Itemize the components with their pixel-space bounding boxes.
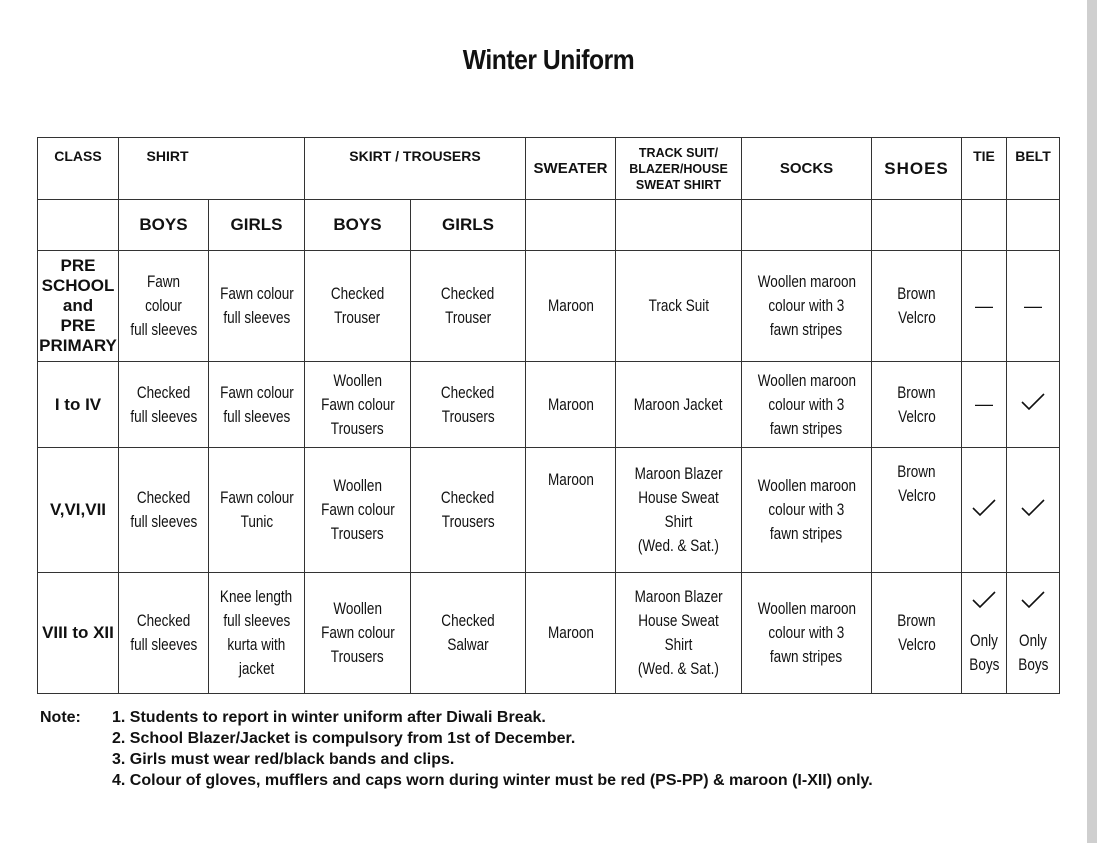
track-suit-cell: Maroon Blazer House Sweat Shirt (Wed. & Sat.) bbox=[616, 573, 742, 694]
shoes-cell: Brown Velcro bbox=[872, 251, 962, 362]
trousers-girls-cell: Checked Trouser bbox=[411, 251, 526, 362]
shoes-cell: Brown Velcro bbox=[872, 362, 962, 448]
note-item: 4. Colour of gloves, mufflers and caps worn during winter must be red (PS-PP) & maroon (I-XII) only. bbox=[112, 772, 873, 789]
socks-cell: Woollen maroon colour with 3 fawn stripes bbox=[742, 573, 872, 694]
note-label: Note: bbox=[40, 709, 81, 726]
socks-cell: Woollen maroon colour with 3 fawn stripes bbox=[742, 448, 872, 573]
class-cell: PRE SCHOOL and PRE PRIMARY bbox=[38, 251, 119, 362]
shirt-boys-cell: Checked full sleeves bbox=[119, 362, 209, 448]
note-item: 1. Students to report in winter uniform after Diwali Break. bbox=[112, 709, 546, 726]
dash: — bbox=[975, 295, 993, 316]
shirt-girls-cell: Fawn colour Tunic bbox=[209, 448, 305, 573]
checkmark-icon bbox=[1020, 392, 1046, 412]
shirt-girls-cell: Fawn colour full sleeves bbox=[209, 362, 305, 448]
shirt-girls-cell: Knee length full sleeves kurta with jacket bbox=[209, 573, 305, 694]
dash: — bbox=[975, 394, 993, 414]
dash: — bbox=[1024, 295, 1042, 316]
page-title: Winter Uniform bbox=[462, 44, 635, 75]
trousers-girls-cell: Checked Trousers bbox=[411, 362, 526, 448]
sweater-cell: Maroon bbox=[526, 573, 616, 694]
class-cell: VIII to XII bbox=[38, 573, 119, 694]
header-row bbox=[38, 138, 1060, 200]
belt-cell bbox=[1007, 362, 1060, 448]
header-shirt: SHIRT bbox=[119, 138, 305, 200]
sweater-cell: Maroon bbox=[526, 362, 616, 448]
header-socks: SOCKS bbox=[742, 138, 872, 200]
class-cell: I to IV bbox=[38, 362, 119, 448]
subheader-shirt-boys: BOYS bbox=[119, 200, 209, 251]
shoes-cell: Brown Velcro bbox=[872, 573, 962, 694]
subheader-trousers-girls: GIRLS bbox=[411, 200, 526, 251]
checkmark-icon bbox=[1020, 498, 1046, 518]
subheader-row bbox=[38, 200, 1060, 251]
note-item: 3. Girls must wear red/black bands and clips. bbox=[112, 751, 455, 768]
trousers-girls-cell: Checked Salwar bbox=[411, 573, 526, 694]
sweater-cell: Maroon bbox=[526, 448, 616, 573]
subheader-trousers-boys: BOYS bbox=[305, 200, 411, 251]
sweater-cell: Maroon bbox=[526, 251, 616, 362]
trousers-boys-cell: Woollen Fawn colour Trousers bbox=[305, 573, 411, 694]
checkmark-icon bbox=[971, 590, 997, 610]
header-tie: TIE bbox=[962, 138, 1007, 200]
header-skirt-trousers: SKIRT / TROUSERS bbox=[305, 138, 526, 200]
subheader-shirt-girls: GIRLS bbox=[209, 200, 305, 251]
shirt-boys-cell: Checked full sleeves bbox=[119, 573, 209, 694]
checkmark-icon bbox=[1020, 590, 1046, 610]
header-track-suit: TRACK SUIT/ BLAZER/HOUSE SWEAT SHIRT bbox=[616, 138, 742, 200]
note-item: 2. School Blazer/Jacket is compulsory from 1st of December. bbox=[112, 730, 576, 747]
belt-cell: Only Boys bbox=[1007, 573, 1060, 694]
socks-cell: Woollen maroon colour with 3 fawn stripes bbox=[742, 362, 872, 448]
table-row bbox=[38, 362, 1060, 448]
header-shoes: SHOES bbox=[872, 138, 962, 200]
class-cell: V,VI,VII bbox=[38, 448, 119, 573]
header-class: CLASS bbox=[38, 138, 119, 200]
tie-cell bbox=[962, 362, 1007, 448]
trousers-boys-cell: Woollen Fawn colour Trousers bbox=[305, 362, 411, 448]
shirt-girls-cell: Fawn colour full sleeves bbox=[209, 251, 305, 362]
shoes-cell: Brown Velcro bbox=[872, 448, 962, 573]
belt-cell bbox=[1007, 251, 1060, 362]
tie-cell: Only Boys bbox=[962, 573, 1007, 694]
table-row bbox=[38, 251, 1060, 362]
checkmark-icon bbox=[971, 498, 997, 518]
header-belt: BELT bbox=[1007, 138, 1060, 200]
socks-cell: Woollen maroon colour with 3 fawn stripes bbox=[742, 251, 872, 362]
trousers-boys-cell: Checked Trouser bbox=[305, 251, 411, 362]
track-suit-cell: Maroon Jacket bbox=[616, 362, 742, 448]
shirt-boys-cell: Fawn colour full sleeves bbox=[119, 251, 209, 362]
track-suit-cell: Track Suit bbox=[616, 251, 742, 362]
uniform-table bbox=[37, 137, 1060, 694]
table-row bbox=[38, 448, 1060, 573]
trousers-boys-cell: Woollen Fawn colour Trousers bbox=[305, 448, 411, 573]
track-suit-cell: Maroon Blazer House Sweat Shirt (Wed. & Sat.) bbox=[616, 448, 742, 573]
tie-cell bbox=[962, 448, 1007, 573]
tie-cell bbox=[962, 251, 1007, 362]
table-row bbox=[38, 573, 1060, 694]
trousers-girls-cell: Checked Trousers bbox=[411, 448, 526, 573]
shirt-boys-cell: Checked full sleeves bbox=[119, 448, 209, 573]
belt-cell bbox=[1007, 448, 1060, 573]
scrollbar[interactable] bbox=[1087, 0, 1097, 843]
header-sweater: SWEATER bbox=[526, 138, 616, 200]
